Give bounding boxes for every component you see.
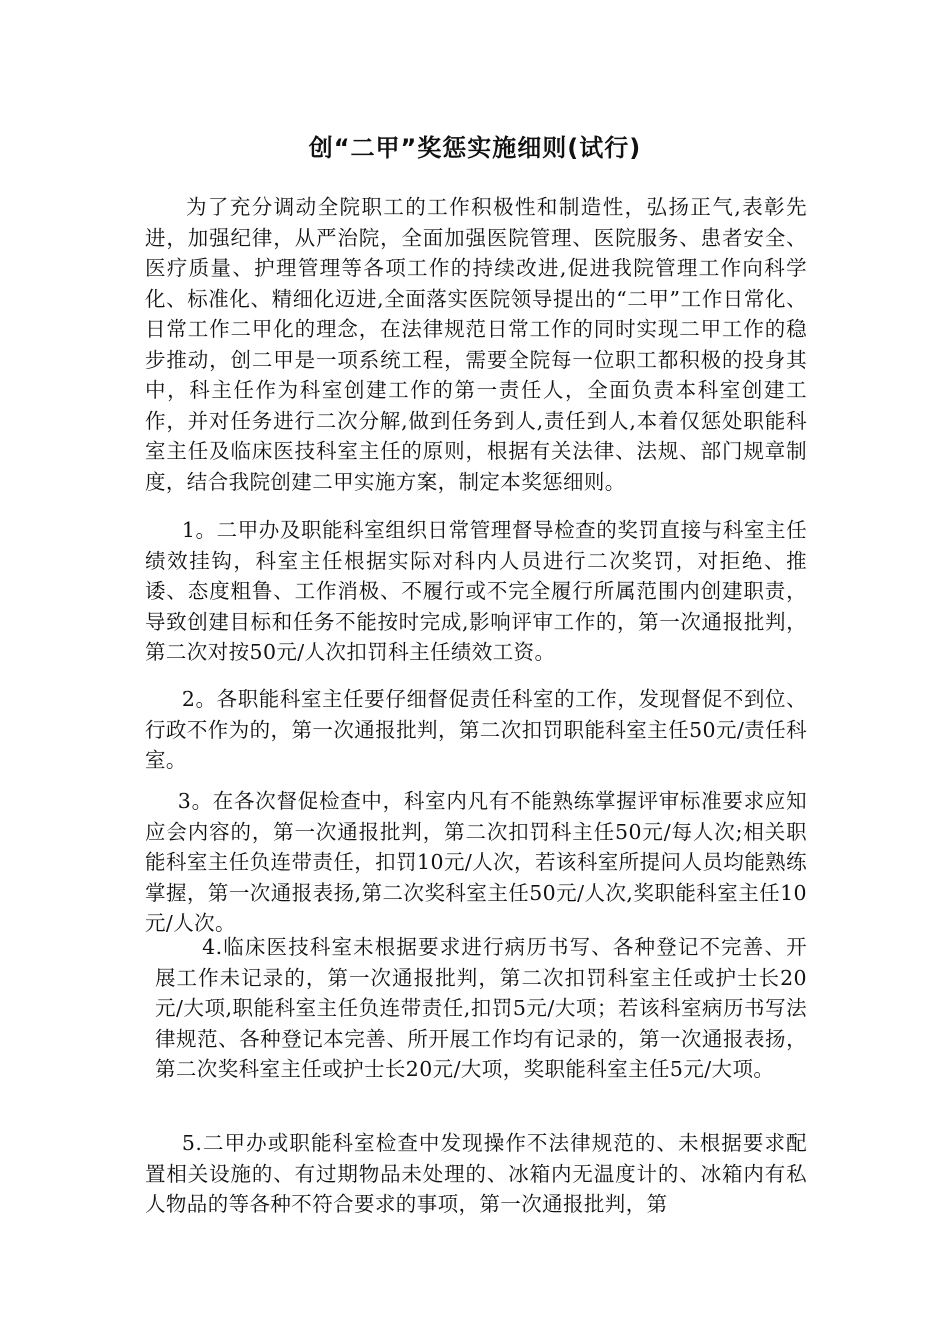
- rule-paragraph-1: 1。二甲办及职能科室组织日常管理督导检查的奖罚直接与科室主任绩效挂钩，科室主任根据实际对科内人员进行二次奖罚，对拒绝、推诿、态度粗鲁、工作消极、不履行或不完全履行所属范围内创建职责，导致创建目标和任务不能按时完成,影响评审工作的，第一次通报批判，第二次对按50元/人次扣罚科主任绩效工资。: [145, 518, 807, 664]
- rule-paragraph-5: 5.二甲办或职能科室检查中发现操作不法律规范的、未根据要求配置相关设施的、有过期物品未处理的、冰箱内无温度计的、冰箱内有私人物品的等各种不符合要求的事项，第一次通报批判，第: [145, 1131, 807, 1216]
- intro-paragraph: 为了充分调动全院职工的工作积极性和制造性，弘扬正气,表彰先进，加强纪律，从严治院，全面加强医院管理、医院服务、患者安全、医疗质量、护理管理等各项工作的持续改进,促进我院管理工作向科学化、标准化、精细化迈进,全面落实医院领导提出的“二甲”工作日常化、日常工作二甲化的理念，在法律规范日常工作的同时实现二甲工作的稳步推动，创二甲是一项系统工程，需要全院每一位职工都积极的投身其中，科主任作为科室创建工作的第一责任人，全面负责本科室创建工作，并对任务进行二次分解,做到任务到人,责任到人,本着仅惩处职能科室主任及临床医技科室主任的原则，根据有关法律、法规、部门规章制度，结合我院创建二甲实施方案，制定本奖惩细则。: [145, 195, 807, 494]
- rule-paragraph-4: 4.临床医技科室未根据要求进行病历书写、各种登记不完善、开展工作未记录的，第一次通报批判，第二次扣罚科室主任或护士长20元/大项,职能科室主任负连带责任,扣罚5元/大项；若该科室病历书写法律规范、各种登记本完善、所开展工作均有记录的，第一次通报表扬，第二次奖科室主任或护士长20元/大项，奖职能科室主任5元/大项。: [155, 935, 807, 1081]
- document-title: 创“二甲”奖惩实施细则(试行): [308, 134, 642, 162]
- rule-paragraph-2: 2。各职能科室主任要仔细督促责任科室的工作，发现督促不到位、行政不作为的，第一次通报批判，第二次扣罚职能科室主任50元/责任科室。: [145, 687, 807, 772]
- rule-paragraph-3: 3。在各次督促检查中，科室内凡有不能熟练掌握评审标准要求应知应会内容的，第一次通报批判，第二次扣罚科主任50元/每人次;相关职能科室主任负连带责任，扣罚10元/人次，若该科室所提问人员均能熟练掌握，第一次通报表扬,第二次奖科室主任50元/人次,奖职能科室主任10元/人次。: [145, 789, 807, 935]
